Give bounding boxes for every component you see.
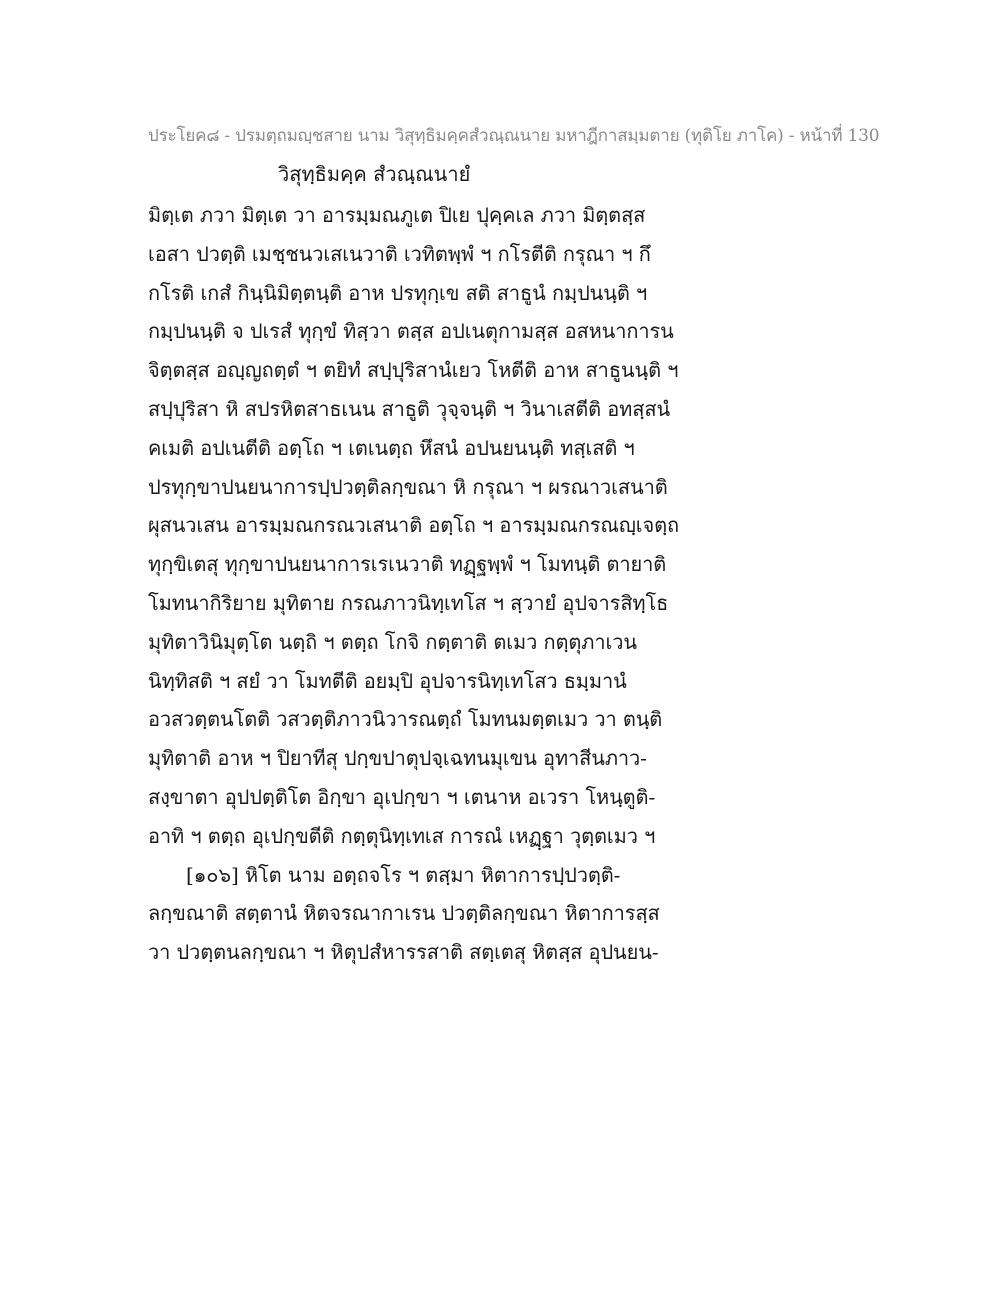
text-line: มุทิตาวินิมุตฺโต นตฺถิ ฯ ตตฺถ โกจิ กตฺตาติ ตเมว กตฺตุภาเวน <box>148 629 637 654</box>
text-line: ปรทุกฺขาปนยนาการปฺปวตฺติลกฺขณา หิ กรุณา ฯ ผรณาวเสนาติ <box>148 474 668 499</box>
text-line: กมฺปนนฺติ จ ปเรสํ ทุกฺขํ ทิสฺวา ตสฺส อปเนตุกามสฺส อสหนาการน <box>148 319 674 344</box>
text-line: มิตฺเต ภวา มิตฺเต วา อารมฺมณภูเต ปิเย ปุคฺคเล ภวา มิตฺตสฺส <box>148 203 646 227</box>
text-line: จิตฺตสฺส อญฺญถตฺตํ ฯ ตยิทํ สปฺปุริสานํเยว โหตีติ อาห สาธูนนฺติ ฯ <box>148 358 679 383</box>
running-header: ประโยค๘ - ปรมตฺถมญฺชสาย นาม วิสุทฺธิมคฺคสํวณฺณนาย มหาฎีกาสมฺมตาย (ทุติโย ภาโค) - หน้าที่ 130 <box>148 126 880 146</box>
text-line: เอสา ปวตฺติ เมชฺชนวเสเนวาติ เวทิตพฺพํ ฯ กโรตีติ กรุณา ฯ กึ <box>148 241 651 266</box>
text-line: อวสวตฺตนโตติ วสวตฺติภาวนิวารณตฺถํ โมทนมตฺตเมว วา ตนฺติ <box>148 707 663 732</box>
section-title: วิสุทฺธิมคฺค สํวณฺณนายํ <box>278 162 471 186</box>
text-line: กโรติ เกสํ กินฺนิมิตฺตนฺติ อาห ปรทุกฺเข สติ สาธูนํ กมฺปนนฺติ ฯ <box>148 280 648 305</box>
body-text <box>148 196 708 972</box>
text-line: ทุกฺขิเตสุ ทุกฺขาปนยนาการเรเนวาติ ทฏฺฐพฺพํ ฯ โมทนฺติ ตายาติ <box>148 552 667 577</box>
text-line: อาทิ ฯ ตตฺถ อุเปกฺขตีติ กตฺตุนิทฺเทเส การณํ เหฏฺฐา วุตฺตเมว ฯ <box>148 823 656 848</box>
text-line: คเมติ อปเนตีติ อตฺโถ ฯ เตเนตฺถ หึสนํ อปนยนนฺติ ทสฺเสติ ฯ <box>148 435 635 460</box>
text-line: สปฺปุริสา หิ สปรหิตสาธเนน สาธูติ วุจฺจนฺติ ฯ วินาเสตีติ อทสฺสนํ <box>148 396 671 421</box>
text-line: สงฺขาตา อุปปตฺติโต อิกฺขา อุเปกฺขา ฯ เตนาห อเวรา โหนฺตูติ- <box>148 784 656 809</box>
text-line: โมทนากิริยาย มุทิตาย กรณภาวนิทฺเทโส ฯ สฺวายํ อุปจารสิทฺโธ <box>148 590 669 615</box>
text-line: นิทฺทิสติ ฯ สยํ วา โมทตีติ อยมฺปิ อุปจารนิทฺเทโสว ธมฺมานํ <box>148 668 627 693</box>
text-line: มุทิตาติ อาห ฯ ปิยาทีสุ ปกฺขปาตุปจฺเฉทนมุเขน อุทาสีนภาว- <box>148 746 647 771</box>
paragraph-start-line: [๑๐๖] หิโต นาม อตฺถจโร ฯ ตสฺมา หิตาการปฺปวตฺติ- <box>186 862 621 887</box>
text-line: ลกฺขณาติ สตฺตานํ หิตจรณากาเรน ปวตฺติลกฺขณา หิตาการสฺส <box>148 901 660 926</box>
text-line: วา ปวตฺตนลกฺขณา ฯ หิตุปสํหารรสาติ สตฺเตสุ หิตสฺส อุปนยน- <box>148 940 659 965</box>
text-line: ผุสนวเสน อารมฺมณกรณวเสนาติ อตฺโถ ฯ อารมฺมณกรณญฺเจตฺถ <box>148 513 680 538</box>
